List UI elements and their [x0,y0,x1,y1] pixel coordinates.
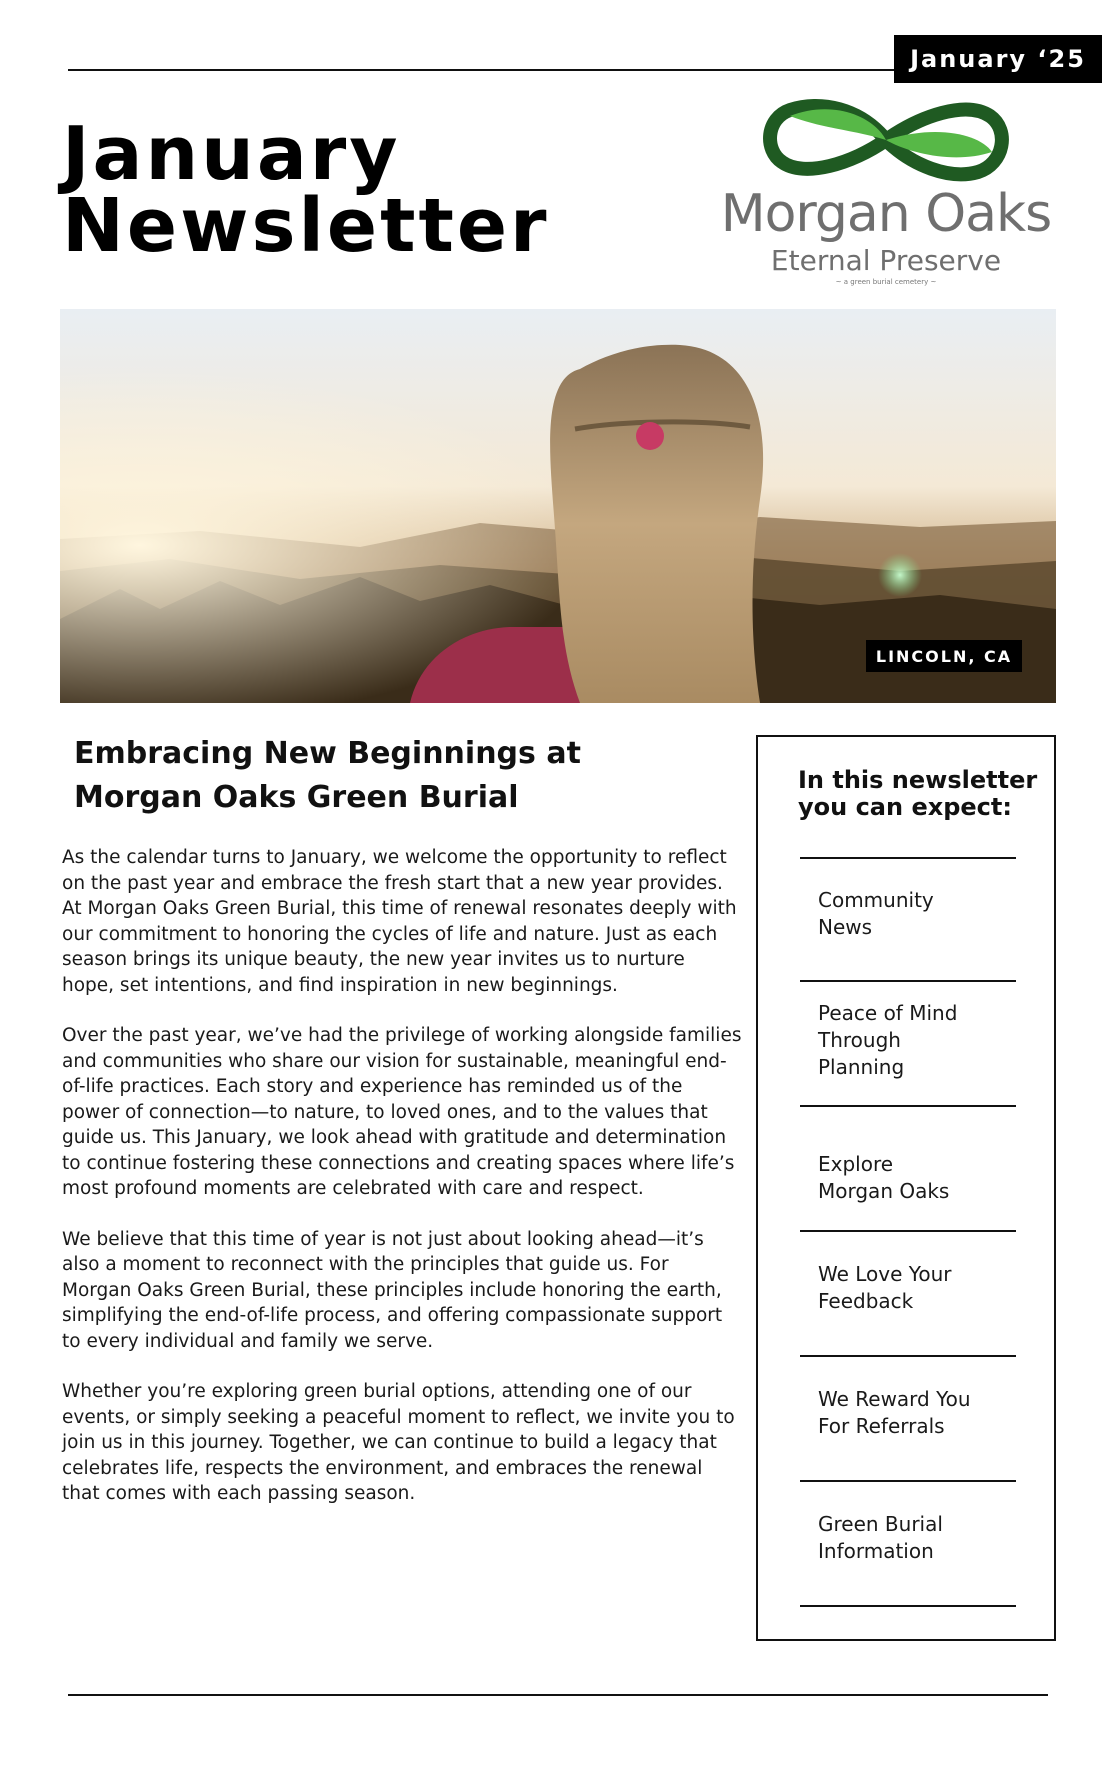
contents-item-line: Peace of Mind [818,1001,958,1025]
article-heading-line-2: Morgan Oaks Green Burial [74,780,519,815]
article-body [62,845,742,1532]
contents-item-line: Morgan Oaks [818,1179,950,1203]
contents-item-community-news[interactable] [800,857,1016,982]
contents-item-green-burial-info[interactable] [800,1482,1016,1607]
contents-item-line: Planning [818,1055,905,1079]
article-paragraph: Over the past year, we’ve had the privilege of working alongside families and communities who share our vision for sustainable, meaningful end-of-life practices. Each story and experience has reminded us of the power of connection—to nature, to loved ones, and to the values that guide us. This January, we look ahead with gratitude and determination to continue fostering these connections and creating spaces where life’s most profound moments are celebrated with care and respect. [62,1025,742,1199]
newsletter-contents-box [756,735,1056,1641]
article-heading [74,732,654,820]
logo-subtitle: Eternal Preserve [770,244,1002,277]
logo-tagline: ~ a green burial cemetery ~ [835,278,937,286]
title-line-1: January [62,111,401,197]
article-paragraph: Whether you’re exploring green burial options, attending one of our events, or simply seeking a peaceful moment to reflect, we invite you to join us in this journey. Together, we can continue to build a legacy that celebrates life, respects the environment, and embraces the renewal that comes with each passing season. [62,1381,735,1504]
article-paragraph: As the calendar turns to January, we welcome the opportunity to reflect on the past year and embrace the fresh start that a new year provides. At Morgan Oaks Green Burial, this time of renewal resonates deeply with our commitment to honoring the cycles of life and nature. Just as each season brings its unique beauty, the new year invites us to nurture hope, set intentions, and find inspiration in new beginnings. [62,847,737,996]
contents-item-explore-morgan-oaks[interactable] [800,1107,1016,1232]
contents-item-line: Information [818,1539,934,1563]
contents-item-feedback[interactable] [800,1232,1016,1357]
contents-item-line: Community [818,888,934,912]
contents-item-line: We Reward You [818,1387,971,1411]
contents-item-line: Green Burial [818,1512,943,1536]
contents-item-line: Feedback [818,1289,914,1313]
contents-item-line: News [818,915,873,939]
contents-item-peace-of-mind[interactable] [800,982,1016,1107]
morgan-oaks-logo [714,94,1058,294]
article-paragraph: We believe that this time of year is not just about looking ahead—it’s also a moment to reconnect with the principles that guide us. For Morgan Oaks Green Burial, these principles include honoring the earth, simplifying the end-of-life process, and offering compassionate support to every individual and family we serve. [62,1228,723,1352]
location-badge: LINCOLN, CA [866,640,1022,672]
infinity-leaf-icon [760,94,1012,186]
title-line-2: Newsletter [62,183,550,269]
contents-item-line: Explore [818,1152,894,1176]
newsletter-title [62,111,550,269]
contents-heading: In this newsletter you can expect: [798,766,1038,821]
logo-name: Morgan Oaks [720,184,1052,244]
article-heading-line-1: Embracing New Beginnings at [74,736,581,771]
top-divider [68,69,894,71]
bottom-divider [68,1694,1048,1696]
issue-date-badge: January ‘25 [894,35,1102,83]
contents-item-line: For Referrals [818,1414,945,1438]
contents-item-line: We Love Your [818,1262,952,1286]
contents-item-referrals[interactable] [800,1357,1016,1482]
contents-item-line: Through [818,1028,901,1052]
